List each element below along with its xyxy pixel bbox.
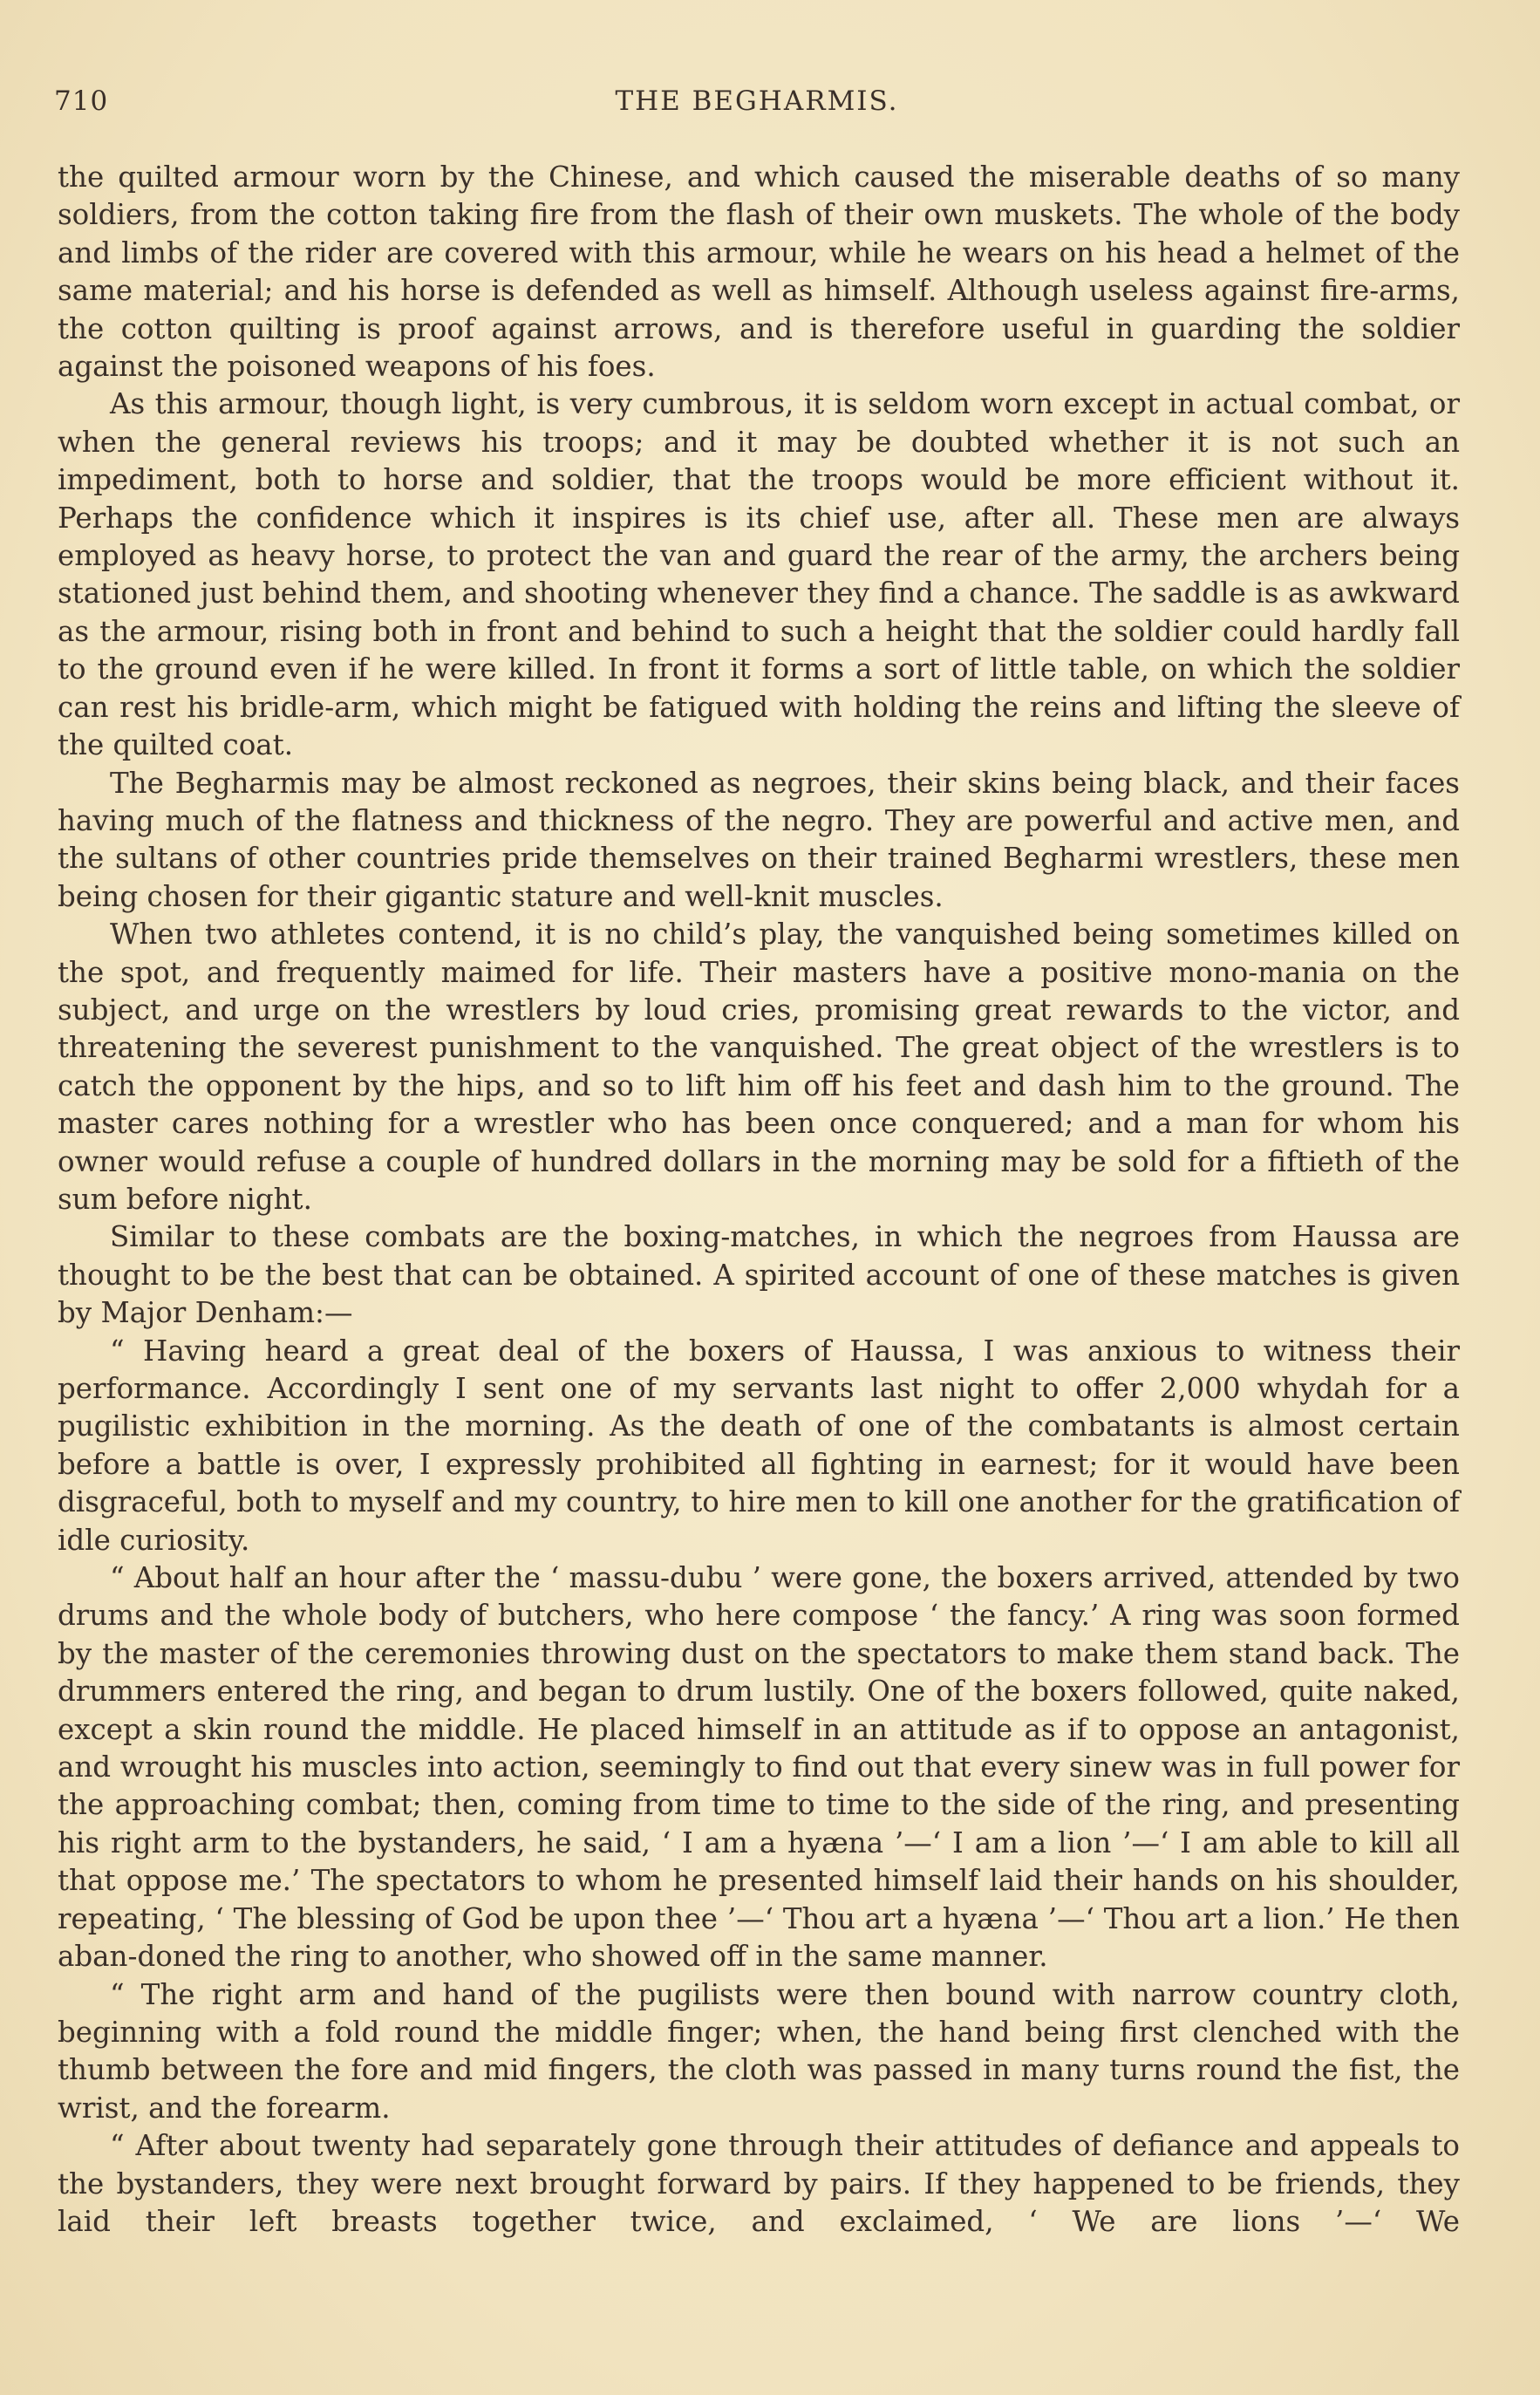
quote-paragraph-pairs: “ After about twenty had separately gone through their attitudes of defiance and appeals to the bystanders, they were next brought forward by pairs. If they happened to be friends, they laid their left breasts together twice, and exclaimed, ‘ We are lions ’—‘ We	[58, 2129, 1460, 2238]
quote-paragraph-boxers: “ Having heard a great deal of the boxers of Haussa, I was anxious to witness their performance. Accordingly I sent one of my servants last night to offer 2,000 whydah for a pugilistic exhibition in the morning. As the death of one of the combatants is almost certain before a battle is over, I expressly prohibited all fighting in earnest; for it would have been disgraceful, both to myself and my country, to hire men to kill one another for the gratification of idle curiosity.	[58, 1334, 1460, 1557]
paragraph-boxing-matches: Similar to these combats are the boxing-matches, in which the negroes from Haussa are thought to be the best that can be obtained. A spirited account of one of these matches is given by Major Denham:—	[58, 1220, 1460, 1330]
page-number: 710	[54, 85, 109, 117]
running-title: THE BEGHARMIS.	[615, 85, 899, 117]
paragraph-begharmis: The Begharmis may be almost reckoned as negroes, their skins being black, and their faces having much of the flatness and thickness of the negro. They are powerful and active men, and the sultans of other countries pride themselves on their trained Begharmi wrestlers, these men being chosen for their gigantic stature and well-knit muscles.	[58, 766, 1460, 913]
quote-paragraph-ring: “ About half an hour after the ‘ massu-dubu ’ were gone, the boxers arrived, attended by two drums and the whole body of butchers, who here compose ‘ the fancy.’ A ring was soon formed by the master of the ceremonies throwing dust on the spectators to make them stand back. The drummers entered the ring, and began to drum lustily. One of the boxers followed, quite naked, except a skin round the middle. He placed himself in an attitude as if to oppose an antagonist, and wrought his muscles into action, seemingly to find out that every sinew was in full power for the approaching combat; then, coming from time to time to the side of the ring, and presenting his right arm to the bystanders, he said, ‘ I am a hyæna ’—‘ I am a lion ’—‘ I am able to kill all that oppose me.’ The spectators to whom he presented himself laid their hands on his shoulder, repeating, ‘ The blessing of God be upon thee ’—‘ Thou art a hyæna ’—‘ Thou art a lion.’ He then aban-doned the ring to another, who showed off in the same manner.	[58, 1561, 1460, 1974]
body-text	[58, 159, 1460, 2241]
quote-paragraph-binding: “ The right arm and hand of the pugilists were then bound with narrow country cloth, beginning with a fold round the middle finger; when, the hand being first clenched with the thumb between the fore and mid fingers, the cloth was passed in many turns round the fist, the wrist, and the forearm.	[58, 1977, 1460, 2125]
paragraph-athletes: When two athletes contend, it is no child’s play, the vanquished being sometimes killed on the spot, and frequently maimed for life. Their masters have a positive mono-mania on the subject, and urge on the wrestlers by loud cries, promising great rewards to the victor, and threatening the severest punishment to the vanquished. The great object of the wrestlers is to catch the opponent by the hips, and so to lift him off his feet and dash him to the ground. The master cares nothing for a wrestler who has been once conquered; and a man for whom his owner would refuse a couple of hundred dollars in the morning may be sold for a fiftieth of the sum before night.	[58, 918, 1460, 1216]
paragraph-continuation: the quilted armour worn by the Chinese, and which caused the miserable deaths of so many soldiers, from the cotton taking fire from the flash of their own muskets. The whole of the body and limbs of the rider are covered with this armour, while he wears on his head a helmet of the same material; and his horse is defended as well as himself. Although useless against fire-arms, the cotton quilting is proof against arrows, and is therefore useful in guarding the soldier against the poisoned weapons of his foes.	[58, 160, 1460, 384]
page-header	[54, 85, 1460, 129]
paragraph-armour: As this armour, though light, is very cumbrous, it is seldom worn except in actual combat, or when the general reviews his troops; and it may be doubted whether it is not such an impediment, both to horse and soldier, that the troops would be more efficient without it. Perhaps the confidence which it inspires is its chief use, after all. These men are always employed as heavy horse, to protect the van and guard the rear of the army, the archers being stationed just behind them, and shooting whenever they find a chance. The saddle is as awkward as the armour, rising both in front and behind to such a height that the soldier could hardly fall to the ground even if he were killed. In front it forms a sort of little table, on which the soldier can rest his bridle-arm, which might be fatigued with holding the reins and lifting the sleeve of the quilted coat.	[58, 387, 1460, 762]
